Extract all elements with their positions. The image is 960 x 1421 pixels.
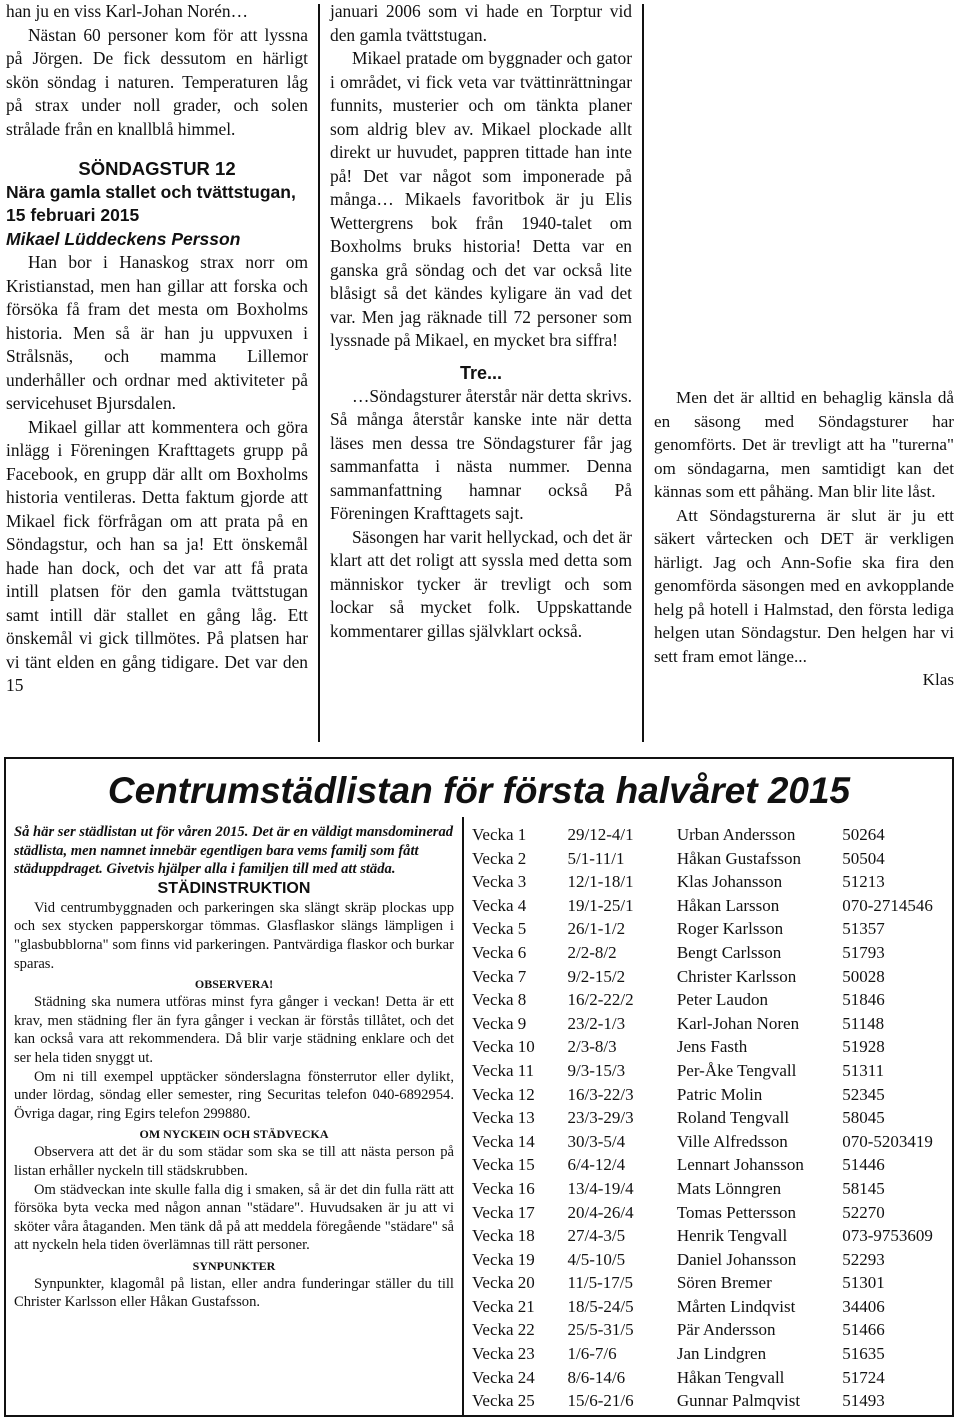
article-subheading: Nära gamla stallet och tvättstugan, 15 februari 2015 <box>6 182 296 225</box>
phone-cell: 52293 <box>842 1249 885 1269</box>
week-cell: Vecka 24 <box>472 1367 535 1387</box>
name-cell: Urban Andersson <box>676 825 796 844</box>
name-cell: Ville Alfredsson <box>676 1131 788 1151</box>
article-column-3 <box>654 386 954 692</box>
name-cell: Bengt Carlsson <box>676 942 782 962</box>
name-cell: Gunnar Palmqvist <box>676 1391 801 1411</box>
phone-cell: 51213 <box>842 872 885 892</box>
table-row <box>472 1224 952 1248</box>
column-divider <box>642 4 644 742</box>
phone-cell: 51466 <box>842 1320 885 1340</box>
phone-cell: 58045 <box>842 1108 885 1128</box>
dates-cell: 19/1-25/1 <box>567 895 634 915</box>
table-row <box>472 1153 952 1177</box>
table-row <box>472 1201 952 1225</box>
dates-cell: 9/2-15/2 <box>567 966 626 986</box>
table-row <box>472 1366 952 1390</box>
paragraph: Han bor i Hanaskog strax norr om Kristianstad, men han gillar att forska och försöka få fram det mesta om Boxholms historia. Men så är han ju uppvuxen i Strålsnäs, och mamma Lillemor underhåller och ordnar med aktiviteter på servicehuset Bjursdalen. <box>6 252 308 413</box>
week-cell: Vecka 13 <box>472 1108 535 1128</box>
name-cell: Roland Tengvall <box>676 1108 790 1128</box>
week-cell: Vecka 9 <box>472 1013 527 1033</box>
week-cell: Vecka 6 <box>472 942 527 962</box>
name-cell: Mårten Lindqvist <box>676 1296 796 1316</box>
dates-cell: 16/2-22/2 <box>567 990 634 1010</box>
paragraph: januari 2006 som vi hade en Torptur vid den gamla tvättstugan. <box>330 1 632 45</box>
paragraph: Men det är alltid en behaglig känsla då en säsong med Söndagsturer har genomförts. Det är trevligt att ha "turerna" om söndagarna, men samtidigt kan det kännas som ett påhäng. Man blir lite låst. <box>654 388 954 501</box>
name-cell: Peter Laudon <box>676 990 768 1010</box>
name-cell: Christer Karlsson <box>676 966 797 986</box>
name-cell: Håkan Larsson <box>676 895 780 915</box>
paragraph: Om städveckan inte skulle falla dig i smaken, så är det din fulla rätt att försöka byta vecka med någon annan "städare". Huvudsaken är ju att vi sköter våra åtaganden. Men tänk då på att meddela föregående "städare" så att nyckeln hela tiden överlämnas till rätt personer. <box>14 1181 454 1254</box>
paragraph: Synpunkter, klagomål på listan, eller andra funderingar ställer du till Christer Karlsson eller Håkan Gustafsson. <box>14 1275 454 1311</box>
phone-cell: 073-9753609 <box>842 1226 933 1246</box>
table-row <box>472 1295 952 1319</box>
name-cell: Sören Bremer <box>676 1273 772 1293</box>
week-cell: Vecka 4 <box>472 895 527 915</box>
dates-cell: 20/4-26/4 <box>567 1202 634 1222</box>
dates-cell: 27/4-3/5 <box>567 1226 626 1246</box>
week-cell: Vecka 22 <box>472 1320 535 1340</box>
table-row <box>472 941 952 965</box>
paragraph: Att Söndagsturerna är slut är ju ett säkert vårtecken och DET är verkligen härligt. Jag och Ann-Sofie ska fira den genomförda säsongen med en avkopplande helg på hotell i Halmstad, den första lediga helgen utan Söndagstur. Den helgen har vi sett fram emot länge... <box>654 505 954 666</box>
paragraph: Vid centrumbyggnaden och parkeringen ska slängt skräp plockas upp och sex stycken papperskorgar tömmas. Glasflaskor slängs lämpligen i "glasbubblorna" som finns vid parkeringen. Pantvärdiga flaskor och burkar sparas. <box>14 899 454 972</box>
week-cell: Vecka 15 <box>472 1155 535 1175</box>
dates-cell: 8/6-14/6 <box>567 1367 626 1387</box>
table-row <box>472 823 952 847</box>
table-row <box>472 1012 952 1036</box>
dates-cell: 29/12-4/1 <box>567 825 634 844</box>
dates-cell: 5/1-11/1 <box>567 848 625 868</box>
paragraph: Om ni till exempel upptäcker sönderslagna fönsterrutor eller dylikt, under lördag, söndag eller semester, ring Securitas telefon 040-6892954. Övriga dagar, ring Egirs telefon 299880. <box>14 1068 454 1122</box>
week-cell: Vecka 23 <box>472 1344 535 1364</box>
dates-cell: 18/5-24/5 <box>567 1296 634 1316</box>
week-cell: Vecka 10 <box>472 1037 535 1057</box>
week-cell: Vecka 17 <box>472 1202 535 1222</box>
paragraph: …Söndagsturer återstår när detta skrivs. Så många återstår kanske inte när detta läses men dessa tre Söndagsturer får jag sammanfatta i nästa nummer. Denna sammanfattning hamnar också På Föreningen Krafttagets sajt. <box>330 385 632 523</box>
table-row <box>472 1083 952 1107</box>
name-cell: Daniel Johansson <box>676 1249 797 1269</box>
article-heading: SÖNDAGSTUR 12 <box>78 158 236 179</box>
signature: Klas <box>922 670 954 689</box>
table-row <box>472 1389 952 1413</box>
table-row <box>472 894 952 918</box>
table-row <box>472 1106 952 1130</box>
table-row <box>472 917 952 941</box>
dates-cell: 23/3-29/3 <box>567 1108 634 1128</box>
phone-cell: 52270 <box>842 1202 885 1222</box>
phone-cell: 50028 <box>842 966 885 986</box>
paragraph: Nästan 60 personer kom för att lyssna på Jörgen. De fick dessutom en härligt skön söndag i naturen. Temperaturen låg på strax under noll grader, och solen strålade från en knallblå himmel. <box>6 24 308 139</box>
phone-cell: 51846 <box>842 990 885 1010</box>
phone-cell: 58145 <box>842 1178 885 1198</box>
phone-cell: 51635 <box>842 1344 885 1364</box>
phone-cell: 34406 <box>842 1296 885 1316</box>
cleaning-schedule-table <box>472 823 952 1413</box>
week-cell: Vecka 1 <box>472 825 527 844</box>
intro-text: Så här ser städlistan ut för våren 2015. Det är en väldigt mansdominerad städlista, men namnet innebär egentligen bara vems familj som fått städuppdraget. Givetvis hjälper alla i familjen till med att städa. <box>14 824 454 878</box>
table-row <box>472 1248 952 1272</box>
week-cell: Vecka 3 <box>472 872 527 892</box>
name-cell: Patric Molin <box>676 1084 763 1104</box>
table-row <box>472 1271 952 1295</box>
week-cell: Vecka 20 <box>472 1273 535 1293</box>
name-cell: Tomas Pettersson <box>676 1202 797 1222</box>
name-cell: Per-Åke Tengvall <box>676 1060 797 1080</box>
paragraph: Mikael pratade om byggnader och gator i området, vi fick veta var tvättinrättningar funnits, musterier och om tänkta planer som aldrig blev av. Mikael plockade allt direkt ur huvudet, pappren tittade han inte på! Det var något som imponerade på många… Mikaels favoritbok är ju Elis Wettergrens bok från 1940-talet om Boxholms bruks historia! Detta var en ganska grå söndag och det var också lite blåsigt så det kändes kyligare än vad det var. Men jag räknade till 72 personer som lyssnade på Mikael, en mycket bra siffra! <box>330 48 632 350</box>
table-row <box>472 1342 952 1366</box>
feedback-heading: SYNPUNKTER <box>192 1258 276 1273</box>
table-row <box>472 1177 952 1201</box>
column-divider <box>318 4 320 742</box>
box-title: Centrumstädlistan för första halvåret 2015 <box>107 770 851 811</box>
table-row <box>472 847 952 871</box>
phone-cell: 51311 <box>842 1060 885 1080</box>
dates-cell: 25/5-31/5 <box>567 1320 634 1340</box>
week-cell: Vecka 7 <box>472 966 527 986</box>
week-cell: Vecka 19 <box>472 1249 535 1269</box>
table-row <box>472 988 952 1012</box>
dates-cell: 15/6-21/6 <box>567 1391 634 1411</box>
week-cell: Vecka 25 <box>472 1391 535 1411</box>
name-cell: Mats Lönngren <box>676 1178 782 1198</box>
dates-cell: 30/3-5/4 <box>567 1131 626 1151</box>
phone-cell: 51357 <box>842 919 885 939</box>
week-cell: Vecka 11 <box>472 1060 535 1080</box>
week-cell: Vecka 2 <box>472 848 527 868</box>
name-cell: Roger Karlsson <box>676 919 784 939</box>
observe-heading: OBSERVERA! <box>194 977 274 992</box>
name-cell: Klas Johansson <box>676 872 783 892</box>
continued-text: han ju en viss Karl-Johan Norén… <box>6 1 248 21</box>
week-cell: Vecka 5 <box>472 919 527 939</box>
key-heading: OM NYCKEIN OCH STÄDVECKA <box>139 1127 329 1142</box>
dates-cell: 26/1-1/2 <box>567 919 626 939</box>
name-cell: Håkan Gustafsson <box>676 848 802 868</box>
article-column-1 <box>6 0 308 698</box>
instructions-panel <box>14 823 454 1312</box>
paragraph: Observera att det är du som städar som ska se till att nästa person på listan erhåller nyckeln till städskrubben. <box>14 1144 454 1179</box>
phone-cell: 070-5203419 <box>842 1131 933 1151</box>
name-cell: Henrik Tengvall <box>676 1226 788 1246</box>
dates-cell: 1/6-7/6 <box>567 1344 617 1364</box>
dates-cell: 16/3-22/3 <box>567 1084 634 1104</box>
week-cell: Vecka 8 <box>472 990 527 1010</box>
box-divider <box>462 817 464 1415</box>
dates-cell: 13/4-19/4 <box>567 1178 634 1198</box>
table-row <box>472 1059 952 1083</box>
paragraph: Städning ska numera utföras minst fyra gånger i veckan! Detta är ett krav, men städning fler än fyra gånger i veckan är förstås tillåtet, och det kan också vara att rekommendera. Då blir varje städning enklare och det ser hela tiden snyggt ut. <box>14 994 454 1066</box>
dates-cell: 11/5-17/5 <box>567 1273 633 1293</box>
week-cell: Vecka 21 <box>472 1296 535 1316</box>
name-cell: Jens Fasth <box>676 1037 748 1057</box>
dates-cell: 9/3-15/3 <box>567 1060 626 1080</box>
phone-cell: 51793 <box>842 942 885 962</box>
table-row <box>472 870 952 894</box>
paragraph: Säsongen har varit hellyckad, och det är klart att det roligt att syssla med detta som människor tycker är trevligt och som lockar så mycket folk. Uppskattande kommentarer gillas självklart också. <box>330 526 632 641</box>
table-row <box>472 1035 952 1059</box>
phone-cell: 52345 <box>842 1084 885 1104</box>
phone-cell: 51493 <box>842 1391 885 1411</box>
name-cell: Karl-Johan Noren <box>676 1013 800 1033</box>
phone-cell: 51724 <box>842 1367 885 1387</box>
dates-cell: 2/3-8/3 <box>567 1037 617 1057</box>
table-row <box>472 1318 952 1342</box>
phone-cell: 50504 <box>842 848 885 868</box>
week-cell: Vecka 12 <box>472 1084 535 1104</box>
phone-cell: 51928 <box>842 1037 885 1057</box>
dates-cell: 6/4-12/4 <box>567 1155 626 1175</box>
phone-cell: 070-2714546 <box>842 895 933 915</box>
week-cell: Vecka 14 <box>472 1131 535 1151</box>
phone-cell: 50264 <box>842 825 885 844</box>
table-row <box>472 1130 952 1154</box>
dates-cell: 4/5-10/5 <box>567 1249 626 1269</box>
name-cell: Håkan Tengvall <box>676 1367 785 1387</box>
week-cell: Vecka 18 <box>472 1226 535 1246</box>
paragraph: Mikael gillar att kommentera och göra inlägg i Föreningen Krafttagets grupp på Facebook, en grupp där allt om Boxholms historia ventileras. Detta faktum gjorde att Mikael fick förfrågan om att prata på en Söndagstur, och han sa ja! Ett önskemål hade han dock, och det var att få prata intill platsen för den gamla tvättstugan samt intill där stallet en gång låg. Ett önskemål vi gick tillmötes. På platsen har vi tänt elden en gång tidigare. Det var den 15 <box>6 416 308 695</box>
section-heading: Tre... <box>459 362 503 383</box>
article-column-2 <box>330 0 632 643</box>
dates-cell: 23/2-1/3 <box>567 1013 626 1033</box>
article-author: Mikael Lüddeckens Persson <box>6 229 241 249</box>
phone-cell: 51446 <box>842 1155 885 1175</box>
week-cell: Vecka 16 <box>472 1178 535 1198</box>
name-cell: Lennart Johansson <box>676 1155 804 1175</box>
table-row <box>472 965 952 989</box>
instructions-heading: STÄDINSTRUKTION <box>157 879 311 897</box>
name-cell: Jan Lindgren <box>676 1344 767 1364</box>
dates-cell: 12/1-18/1 <box>567 872 634 892</box>
phone-cell: 51148 <box>842 1013 885 1033</box>
dates-cell: 2/2-8/2 <box>567 942 617 962</box>
name-cell: Pär Andersson <box>676 1320 776 1340</box>
phone-cell: 51301 <box>842 1273 885 1293</box>
cleaning-list-box <box>4 757 954 1417</box>
